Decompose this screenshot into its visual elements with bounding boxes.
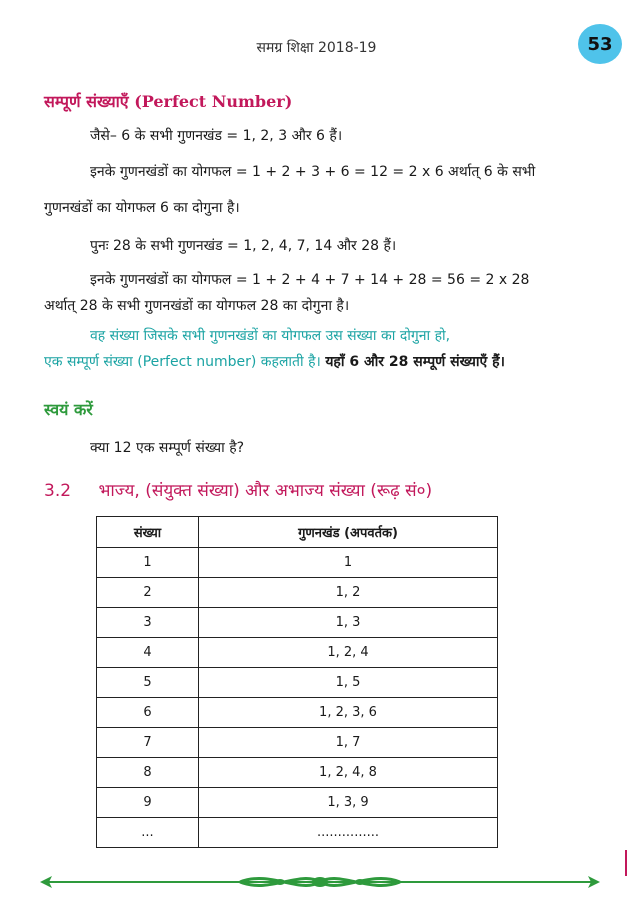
cell-number: ... (97, 818, 199, 848)
heading-english: (Perfect Number) (134, 92, 293, 111)
cell-factors: 1, 3, 9 (199, 788, 498, 818)
cell-factors: ............... (199, 818, 498, 848)
cell-factors: 1 (199, 548, 498, 578)
paragraph-example-6: जैसे– 6 के सभी गुणनखंड = 1, 2, 3 और 6 हैं। (90, 128, 343, 144)
paragraph-sum-28-line1: इनके गुणनखंडों का योगफल = 1 + 2 + 4 + 7 + 14 + 28 = 56 = 2 x 28 (90, 272, 530, 288)
section-title: भाज्य, (संयुक्त संख्या) और अभाज्य संख्या (रूढ़ सं०) (98, 481, 433, 501)
paragraph-sum-6-line2: गुणनखंडों का योगफल 6 का दोगुना है। (44, 200, 240, 216)
page-number-badge: 53 (578, 24, 622, 64)
table-row (97, 818, 498, 848)
table-row (97, 728, 498, 758)
edge-mark (625, 850, 627, 876)
table-row (97, 608, 498, 638)
table-header-row (97, 517, 498, 548)
cell-factors: 1, 2, 4 (199, 638, 498, 668)
cell-factors: 1, 2, 4, 8 (199, 758, 498, 788)
table-row (97, 548, 498, 578)
running-header: समग्र शिक्षा 2018-19 (256, 40, 377, 56)
paragraph-sum-6-line1: इनके गुणनखंडों का योगफल = 1 + 2 + 3 + 6 = 12 = 2 x 6 अर्थात् 6 के सभी (90, 164, 536, 180)
cell-number: 8 (97, 758, 199, 788)
definition-text: एक सम्पूर्ण संख्या (Perfect number) कहलाती है। (44, 354, 321, 370)
definition-examples: यहाँ 6 और 28 सम्पूर्ण संख्याएँ हैं। (325, 354, 505, 370)
cell-factors: 1, 2, 3, 6 (199, 698, 498, 728)
factors-table (96, 516, 498, 848)
cell-number: 9 (97, 788, 199, 818)
paragraph-sum-28-line2: अर्थात् 28 के सभी गुणनखंडों का योगफल 28 का दोगुना है। (44, 298, 350, 314)
cell-factors: 1, 3 (199, 608, 498, 638)
cell-factors: 1, 2 (199, 578, 498, 608)
definition-line1: वह संख्या जिसके सभी गुणनखंडों का योगफल उस संख्या का दोगुना हो, (90, 328, 451, 344)
section-3-2-heading (44, 478, 432, 501)
cell-number: 1 (97, 548, 199, 578)
try-yourself-heading: स्वयं करें (44, 400, 93, 419)
cell-number: 4 (97, 638, 199, 668)
table-row (97, 698, 498, 728)
cell-number: 3 (97, 608, 199, 638)
try-yourself-question: क्या 12 एक सम्पूर्ण संख्या है? (90, 440, 245, 456)
paragraph-example-28: पुनः 28 के सभी गुणनखंड = 1, 2, 4, 7, 14 और 28 हैं। (90, 238, 397, 254)
cell-number: 7 (97, 728, 199, 758)
table-row (97, 638, 498, 668)
vine-divider-ornament (40, 872, 600, 892)
column-header-number: संख्या (97, 517, 199, 548)
cell-number: 5 (97, 668, 199, 698)
section-number: 3.2 (44, 481, 72, 501)
cell-number: 6 (97, 698, 199, 728)
table-row (97, 758, 498, 788)
cell-factors: 1, 7 (199, 728, 498, 758)
cell-number: 2 (97, 578, 199, 608)
heading-hindi: सम्पूर्ण संख्याएँ (44, 92, 129, 111)
table-row (97, 668, 498, 698)
definition-line2 (44, 352, 505, 372)
perfect-number-heading (44, 90, 292, 112)
table-row (97, 578, 498, 608)
cell-factors: 1, 5 (199, 668, 498, 698)
column-header-factors: गुणनखंड (अपवर्तक) (199, 517, 498, 548)
table-row (97, 788, 498, 818)
